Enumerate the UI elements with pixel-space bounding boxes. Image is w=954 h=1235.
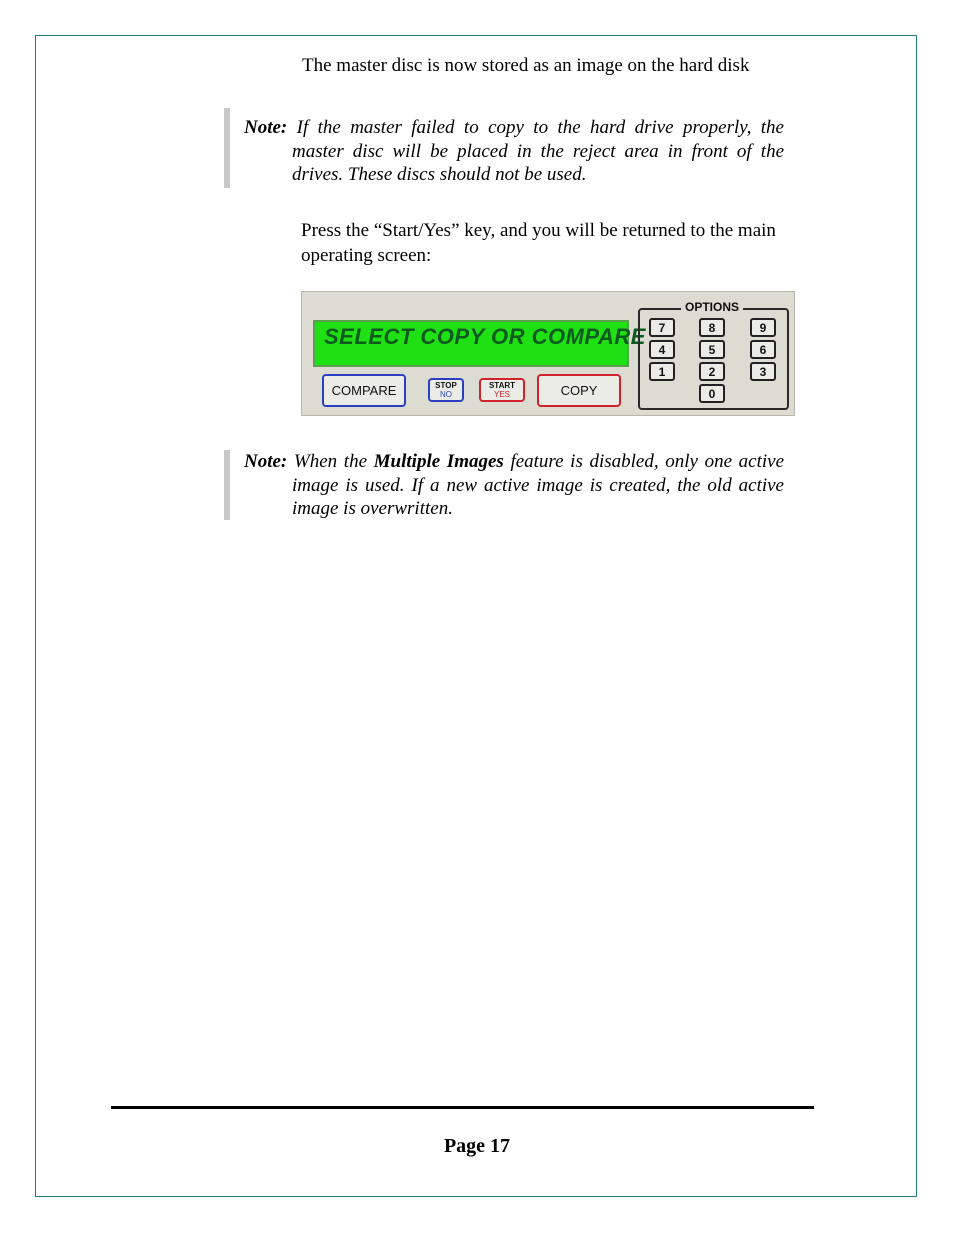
key-7[interactable]: 7 (649, 318, 675, 337)
intro-text: The master disc is now stored as an image on the hard disk (302, 55, 750, 76)
stop-label: STOP (435, 381, 457, 390)
page-number: Page 17 (443, 1135, 511, 1157)
compare-label: COMPARE (331, 383, 397, 398)
note-body (244, 116, 784, 187)
compare-button[interactable] (322, 374, 406, 407)
key-2[interactable]: 2 (699, 362, 725, 381)
options-title: OPTIONS (681, 300, 743, 314)
start-label: START (488, 381, 516, 390)
instruction-text: Press the “Start/Yes” key, and you will be returned to the main operating screen: (301, 220, 776, 266)
stop-no-button[interactable] (428, 378, 464, 402)
note-bar (224, 450, 230, 520)
yes-label: YES (493, 390, 510, 399)
note-bar (224, 108, 230, 188)
start-yes-button[interactable] (479, 378, 525, 402)
key-8[interactable]: 8 (699, 318, 725, 337)
note-text-bold: Multiple Images (373, 451, 504, 472)
lcd-display: SELECT COPY OR COMPARE (313, 320, 629, 367)
note-multiple-images (224, 450, 784, 521)
note-text: If the master failed to copy to the hard drive properly, the master disc will be placed in the reject area in front of the drives. These discs should not be used. (292, 117, 784, 185)
control-panel (301, 291, 795, 416)
key-9[interactable]: 9 (750, 318, 776, 337)
copy-button[interactable] (537, 374, 621, 407)
note-label: Note: (244, 451, 288, 472)
key-0[interactable]: 0 (699, 384, 725, 403)
copy-label: COPY (560, 383, 598, 398)
note-body (244, 450, 784, 521)
note-text-pre: When the (293, 451, 368, 472)
key-1[interactable]: 1 (649, 362, 675, 381)
key-6[interactable]: 6 (750, 340, 776, 359)
note-text-post: feature is disabled, only one active image is used. If a new active image is created, the old active image is overwritten. (292, 451, 785, 519)
footer-rule (111, 1106, 814, 1109)
page-frame (35, 35, 917, 1197)
key-3[interactable]: 3 (750, 362, 776, 381)
key-5[interactable]: 5 (699, 340, 725, 359)
note-label: Note: (244, 117, 288, 138)
key-4[interactable]: 4 (649, 340, 675, 359)
note-reject (224, 116, 784, 187)
no-label: NO (440, 390, 452, 399)
